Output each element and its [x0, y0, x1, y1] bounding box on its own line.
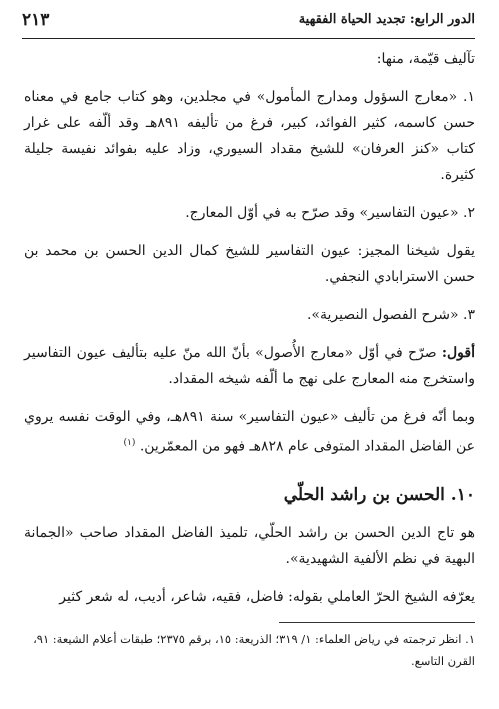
intro-line: تآليف قيّمة، منها:: [376, 51, 475, 67]
item-3: ٣. «شرح الفصول النصيرية».: [306, 307, 475, 323]
running-title: الدور الرابع: تجديد الحياة الفقهية: [298, 12, 475, 27]
hurr-amili-quote: يعرّفه الشيخ الحرّ العاملي بقوله: فاضل، فقيه، شاعر، أديب، له شعر كثير: [59, 588, 475, 605]
footnote-rule: [279, 622, 475, 623]
footnote: ١. انظر ترجمته في رياض العلماء: ١/ ٣١٩؛ الذريعة: ١٥، برقم ٢٣٧٥؛ طبقات أعلام الشيعة: ٩١، القرن التاسع.: [33, 632, 475, 668]
item-1: ١. «معارج السؤول ومدارج المأمول» في مجلدين، وهو كتاب جامع في معناه حسن كاسمه، كثير الفوائد، كبير، فرغ من تأليفه ٨٩١هـ وقد ألّفه على غرار كتاب «كنز العرفان» للشيخ مقداد السيوري، وزاد عليه بفوائد نفيسة جليلة كثيرة.: [24, 89, 476, 183]
dating-paragraph: [24, 404, 475, 460]
section-title: ١٠. الحسن بن راشد الحلّي: [283, 484, 475, 505]
page-body: [24, 46, 475, 622]
item-2: ٢. «عيون التفاسير» وقد صرّح به في أوّل المعارج.: [185, 205, 475, 221]
author-remark: [24, 340, 475, 392]
footnote-ref: (١): [123, 438, 136, 448]
biography-intro: هو تاج الدين الحسن بن راشد الحلّي، تلميذ الفاضل المقداد صاحب «الجمانة البهية في نظم الألفية الشهيدية».: [24, 524, 475, 567]
remark-text: صرّح في أوّل «معارج الأُصول» بأنّ الله منّ عليه بتأليف عيون التفاسير واستخرج منه المعارج على نهج ما ألّفه شيخه المقداد.: [24, 345, 475, 387]
page-header: [22, 8, 475, 38]
dating-text: وبما أنّه فرغ من تأليف «عيون التفاسير» سنة ٨٩١هـ، وفي الوقت نفسه يروي عن الفاضل المقداد المتوفى عام ٨٢٨هـ فهو من المعمّرين.: [24, 409, 475, 455]
shaykh-statement: يقول شيخنا المجيز: عيون التفاسير للشيخ كمال الدين الحسن بن محمد بن حسن الاسترابادي النجفي.: [24, 243, 475, 285]
page-number: ٢١٣: [22, 10, 50, 30]
remark-lead: أقول:: [441, 345, 475, 361]
header-rule: [22, 38, 475, 39]
